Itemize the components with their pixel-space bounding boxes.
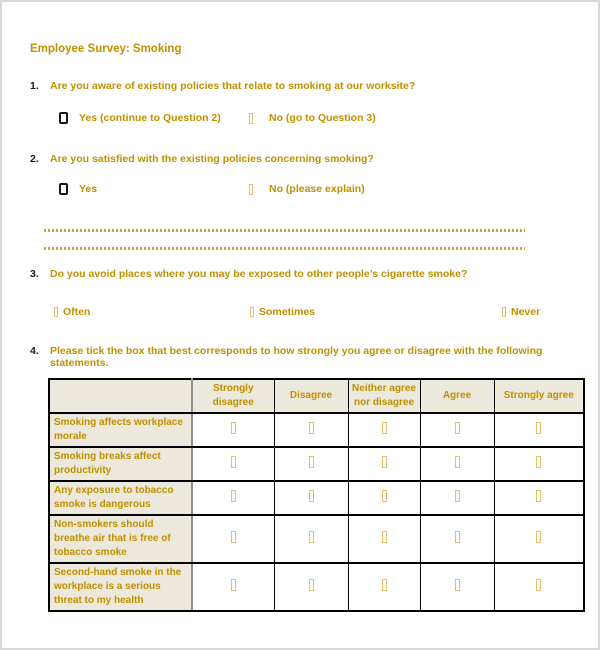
question-number: 3. bbox=[30, 268, 39, 280]
checkbox-icon[interactable] bbox=[382, 579, 387, 591]
likert-cell[interactable] bbox=[192, 481, 274, 515]
checkbox-icon[interactable] bbox=[455, 490, 460, 502]
question-2-options bbox=[30, 183, 578, 199]
table-row bbox=[49, 413, 584, 447]
checkbox-icon[interactable] bbox=[54, 307, 58, 317]
likert-cell[interactable] bbox=[494, 563, 584, 611]
question-number: 1. bbox=[30, 80, 39, 92]
likert-cell[interactable] bbox=[420, 481, 494, 515]
question-1 bbox=[30, 80, 578, 92]
checkbox-icon[interactable] bbox=[382, 456, 387, 468]
checkbox-icon[interactable] bbox=[231, 490, 236, 502]
question-text: Are you satisfied with the existing policies concerning smoking? bbox=[50, 153, 374, 165]
checkbox-icon[interactable] bbox=[455, 456, 460, 468]
column-header: Strongly agree bbox=[494, 379, 584, 413]
likert-cell[interactable] bbox=[420, 515, 494, 563]
checkbox-icon[interactable] bbox=[231, 422, 236, 434]
question-number: 4. bbox=[30, 345, 39, 357]
checkbox-icon[interactable] bbox=[249, 184, 253, 195]
question-3 bbox=[30, 268, 578, 280]
likert-table bbox=[48, 378, 585, 612]
checkbox-icon[interactable] bbox=[231, 531, 236, 543]
likert-cell[interactable] bbox=[274, 413, 348, 447]
column-header: Neither agree nor disagree bbox=[348, 379, 420, 413]
statement-label: Any exposure to tobacco smoke is dangerous bbox=[49, 481, 192, 515]
question-text: Are you aware of existing policies that relate to smoking at our worksite? bbox=[50, 80, 416, 92]
checkbox-icon[interactable] bbox=[309, 579, 314, 591]
likert-cell[interactable] bbox=[348, 515, 420, 563]
checkbox-icon[interactable] bbox=[309, 422, 314, 434]
option-never[interactable] bbox=[502, 306, 540, 318]
question-4 bbox=[30, 345, 578, 369]
answer-line[interactable] bbox=[44, 229, 525, 232]
likert-cell[interactable] bbox=[494, 413, 584, 447]
column-header: Strongly disagree bbox=[192, 379, 274, 413]
likert-cell[interactable] bbox=[192, 563, 274, 611]
table-row bbox=[49, 447, 584, 481]
likert-cell[interactable] bbox=[348, 413, 420, 447]
likert-cell[interactable] bbox=[192, 413, 274, 447]
checkbox-icon[interactable] bbox=[249, 113, 253, 124]
likert-cell[interactable] bbox=[274, 447, 348, 481]
likert-cell[interactable] bbox=[494, 447, 584, 481]
option-label: Often bbox=[63, 306, 91, 318]
likert-cell[interactable] bbox=[420, 563, 494, 611]
checkbox-icon[interactable] bbox=[59, 112, 68, 124]
question-1-options bbox=[30, 112, 578, 128]
likert-cell[interactable] bbox=[192, 447, 274, 481]
checkbox-icon[interactable] bbox=[309, 456, 314, 468]
likert-cell[interactable] bbox=[274, 563, 348, 611]
table-row bbox=[49, 515, 584, 563]
checkbox-icon[interactable] bbox=[382, 422, 387, 434]
likert-cell[interactable] bbox=[348, 447, 420, 481]
checkbox-icon[interactable] bbox=[502, 307, 506, 317]
option-often[interactable] bbox=[54, 306, 90, 318]
option-label: Sometimes bbox=[259, 306, 316, 318]
checkbox-icon[interactable] bbox=[382, 490, 387, 502]
column-header: Disagree bbox=[274, 379, 348, 413]
answer-lines bbox=[44, 229, 525, 265]
likert-cell[interactable] bbox=[192, 515, 274, 563]
option-label: Never bbox=[511, 306, 541, 318]
checkbox-icon[interactable] bbox=[309, 531, 314, 543]
option-sometimes[interactable] bbox=[250, 306, 315, 318]
likert-cell[interactable] bbox=[494, 515, 584, 563]
checkbox-icon[interactable] bbox=[536, 579, 541, 591]
question-2 bbox=[30, 153, 578, 165]
likert-cell[interactable] bbox=[494, 481, 584, 515]
column-header: Agree bbox=[420, 379, 494, 413]
checkbox-icon[interactable] bbox=[309, 490, 314, 502]
checkbox-icon[interactable] bbox=[250, 307, 254, 317]
checkbox-icon[interactable] bbox=[536, 531, 541, 543]
question-3-options bbox=[30, 306, 578, 322]
option-yes[interactable] bbox=[59, 112, 221, 124]
checkbox-icon[interactable] bbox=[536, 490, 541, 502]
statement-label: Smoking breaks affect productivity bbox=[49, 447, 192, 481]
option-label: Yes (continue to Question 2) bbox=[79, 112, 221, 124]
checkbox-icon[interactable] bbox=[455, 579, 460, 591]
likert-cell[interactable] bbox=[420, 447, 494, 481]
question-text: Do you avoid places where you may be exposed to other people’s cigarette smoke? bbox=[50, 268, 468, 280]
option-label: Yes bbox=[79, 183, 98, 195]
likert-cell[interactable] bbox=[274, 515, 348, 563]
option-no[interactable] bbox=[249, 183, 365, 195]
statement-label: Non-smokers should breathe air that is free of tobacco smoke bbox=[49, 515, 192, 563]
option-no[interactable] bbox=[249, 112, 376, 124]
statement-label: Smoking affects workplace morale bbox=[49, 413, 192, 447]
likert-cell[interactable] bbox=[274, 481, 348, 515]
likert-cell[interactable] bbox=[348, 563, 420, 611]
table-corner-cell bbox=[49, 379, 192, 413]
checkbox-icon[interactable] bbox=[455, 531, 460, 543]
option-yes[interactable] bbox=[59, 183, 97, 195]
option-label: No (please explain) bbox=[269, 183, 365, 195]
option-label: No (go to Question 3) bbox=[269, 112, 376, 124]
likert-cell[interactable] bbox=[420, 413, 494, 447]
checkbox-icon[interactable] bbox=[536, 456, 541, 468]
checkbox-icon[interactable] bbox=[231, 579, 236, 591]
checkbox-icon[interactable] bbox=[231, 456, 236, 468]
page-title: Employee Survey: Smoking bbox=[30, 43, 182, 55]
likert-cell[interactable] bbox=[348, 481, 420, 515]
table-header-row bbox=[49, 379, 584, 413]
checkbox-icon[interactable] bbox=[455, 422, 460, 434]
checkbox-icon[interactable] bbox=[382, 531, 387, 543]
table-row bbox=[49, 563, 584, 611]
checkbox-icon[interactable] bbox=[536, 422, 541, 434]
answer-line[interactable] bbox=[44, 247, 525, 250]
statement-label: Second-hand smoke in the workplace is a serious threat to my health bbox=[49, 563, 192, 611]
question-text: Please tick the box that best corresponds to how strongly you agree or disagree with the following statements. bbox=[50, 345, 543, 369]
table-row bbox=[49, 481, 584, 515]
checkbox-icon[interactable] bbox=[59, 183, 68, 195]
question-number: 2. bbox=[30, 153, 39, 165]
